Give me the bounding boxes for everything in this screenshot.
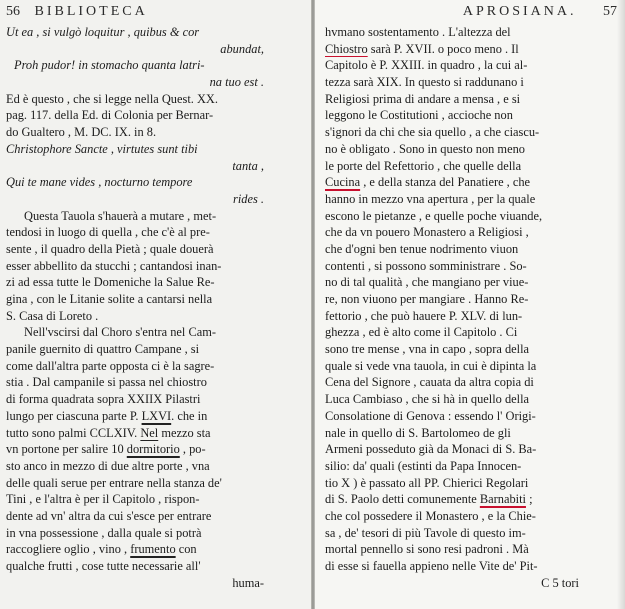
text-line: tio X ) è passato all PP. Chierici Regolari [325,475,529,490]
text-line: Qui te mane vides , nocturno tempore [6,175,193,190]
text-line: hvmano sostentamento . L'altezza del [325,25,511,39]
text-line: pag. 117. della Ed. di Colonia per Bernar- [6,108,214,123]
text-line: gina , con le Litanie solite a cantarsi nella [6,292,213,306]
text-line: sto anco in mezzo di due altre porte , vna [6,458,210,473]
text-line: Consolatione di Genova : essendo l' Origi- [325,408,536,423]
text-line: silio: da' quali (estinti da Papa Innocen- [325,458,522,473]
text-line: quale si vede vna tauola, in cui è dipinta la [325,358,537,373]
text-line: na tuo est . [209,75,264,90]
signature-mark: C 5 tori [541,575,579,590]
text-line: mortal pennello si sono resi padroni . Mà [325,542,529,557]
underlined-word: frumento [130,542,176,557]
text-line: di forma quadrata sopra XXIIX Pilastri [6,392,201,407]
page-edge-shadow [617,0,625,609]
text-line: che d'ogni ben tenue nodrimento viuon [325,241,519,256]
text-line: panile guernito di quattro Campane , si [6,342,200,357]
text-line: no di tal qualità , che mangiano per viue- [325,275,529,290]
text-line: sa , de' tesori di più Tavole di questo im- [325,525,526,540]
text-line: zi ad essa tutte le Domeniche la Salue Re- [6,275,215,290]
text-line: le porte del Refettorio , che quelle della [325,158,522,173]
text-line: Armeni posseduto già da Monaci di S. Ba- [325,442,537,457]
text-line: stia . Dal campanile si passa nel chiostro [6,375,207,390]
text-line: escono le pietanze , e quelle poche viuande, [325,208,543,223]
text-line: delle quali serue per entrare nella stanza de' [6,475,222,490]
left-page-number: 56 [6,4,20,19]
underlined-word: Nel [140,425,159,440]
text-line: lungo per ciascuna parte P. LXVI. che in [6,408,208,423]
text-line: dente ad vn' altra da cui s'esce per entrare [6,508,212,523]
text-line: re, non viuono per mangiare . Hanno Re- [325,292,529,306]
text-line: Ed è questo , che si legge nella Quest. XX. [6,91,218,106]
left-page-text [6,24,304,591]
text-line: esser abbellito da stucchi ; cantandosi inan- [6,258,222,273]
text-line: do Gualtero , M. DC. IX. in 8. [6,125,157,140]
text-line: Christophore Sancte , virtutes sunt tibi [6,141,198,156]
text-line: no è obligato . Sono in questo non meno [325,141,525,156]
text-line: che col possedere il Monastero , e la Chie- [325,508,536,523]
text-line: sente , il quadro della Pietà ; quale douerà [6,241,214,256]
text-line: Nell'vscirsi dal Choro s'entra nel Cam- [24,325,217,340]
left-running-head [6,4,307,24]
text-line: sono tre mense , vna in capo , sopra della [325,342,530,357]
text-line: hanno in mezzo vna apertura , per la quale [325,191,536,206]
text-line: Luca Cambiaso , che si hà in quello della [325,392,530,407]
text-line: che da vn pouero Monastero a Religiosi , [325,225,529,240]
text-line: tutto sono palmi CCLXIV. Nel mezzo sta [6,425,211,440]
text-line: leggono le Costitutioni , accioche non [325,108,513,123]
underlined-word: Cucina [325,175,361,190]
text-line: di esse si fauella appieno nelle Vite de' Pit- [325,559,538,573]
text-line: Ut ea , si vulgò loquitur , quibus & cor [6,25,200,39]
text-line: ghezza , ed è alto come il Capitolo . Ci [325,325,518,340]
text-line: abundat, [220,41,264,56]
catchword: huma- [232,575,264,590]
text-line: Questa Tauola s'hauerà a mutare , met- [24,208,217,223]
right-page-text [325,24,619,591]
underlined-word: Barnabiti [479,492,526,507]
text-line: tendosi in luogo di quella , che c'è al pre- [6,225,210,240]
right-page [315,0,625,609]
text-line: rides . [233,191,264,206]
left-page-title: BIBLIOTECA [34,4,148,19]
text-line: Proh pudor! in stomacho quanta latri- [14,58,205,73]
text-line: fettorio , che può hauere P. XLV. di lun- [325,308,523,323]
text-line: Religiosi prima di andare a mensa , e si [325,91,521,106]
text-line: qualche frutti , cose tutte necessarie all' [6,559,201,573]
text-line: tezza sarà XIX. In questo si raddunano i [325,75,524,90]
text-line: contenti , si possono somministrare . So- [325,258,527,273]
text-line: Cucina , e della stanza del Panatiere , che [325,175,531,190]
text-line: Cena del Signore , cauata da altra copia di [325,375,534,390]
text-line: tanta , [232,158,264,173]
text-line: s'ignori da chi che sia quello , a che ciascu- [325,125,540,140]
underlined-word: dormitorio [126,442,180,457]
underlined-word: Chiostro [325,41,368,56]
underlined-word: LXVI [141,408,172,423]
text-line: Tini , e l'altra è per il Capitolo , rispon- [6,492,200,507]
text-line: S. Casa di Loreto . [6,308,99,323]
text-line: nale in quello di S. Bartolomeo de gli [325,425,511,440]
text-line: di S. Paolo detti comunemente Barnabiti ; [325,492,533,507]
right-page-title: APROSIANA. [462,4,577,19]
text-line: Chiostro sarà P. XVII. o poco meno . Il [325,41,519,56]
text-line: Capitolo è P. XXIII. in quadro , la cui al- [325,58,528,73]
text-line: come dall'altra parte opposta ci è la sagre- [6,358,215,373]
right-page-number: 57 [603,4,617,19]
text-line: raccogliere oglio , vino , frumento con [6,542,197,557]
text-line: in vna possessione , dalla quale si potrà [6,525,202,540]
right-running-head [315,4,617,24]
text-line: vn portone per salire 10 dormitorio , po- [6,442,206,457]
